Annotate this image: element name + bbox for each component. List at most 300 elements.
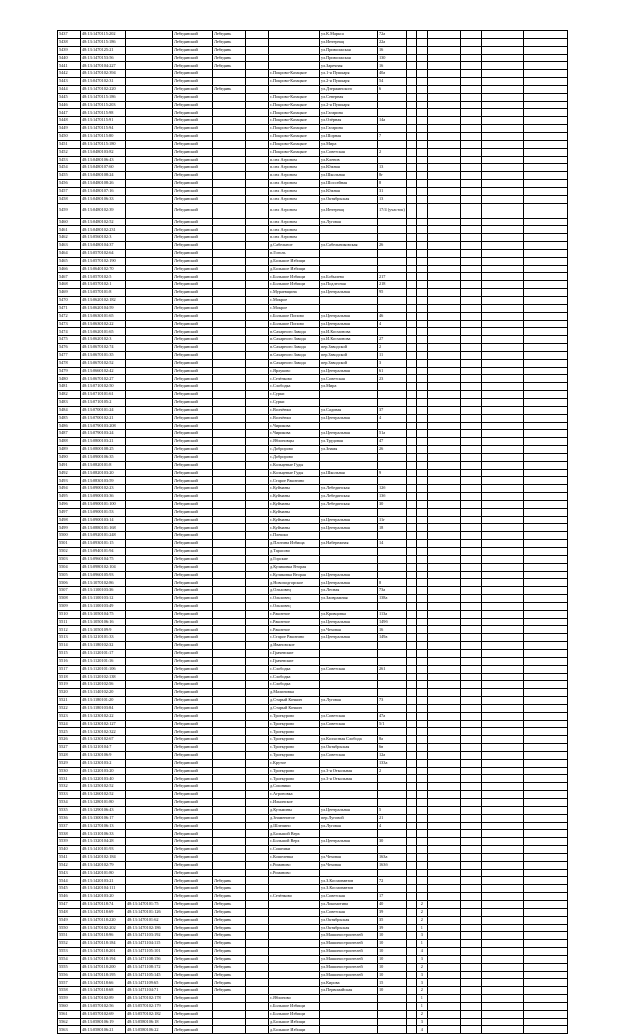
settlement-cell <box>269 979 320 987</box>
street-cell: ул.Советская <box>320 720 378 728</box>
empty-cell <box>523 893 567 901</box>
previous-number-cell <box>126 736 173 744</box>
empty-cell <box>460 493 481 501</box>
street-cell: ул.Октябрьская <box>320 744 378 752</box>
table-row <box>58 203 568 218</box>
letter-cell <box>406 125 416 133</box>
empty-cell <box>427 85 460 93</box>
empty-cell <box>427 689 460 697</box>
street-cell: ул.Центральная <box>320 579 378 587</box>
council-cell <box>246 117 269 125</box>
empty-cell <box>523 367 567 375</box>
house-cell <box>378 93 407 101</box>
letter-cell <box>406 548 416 556</box>
house-cell <box>378 869 407 877</box>
street-cell: ул.Центральная <box>320 806 378 814</box>
settlement-cell <box>269 955 320 963</box>
empty-cell <box>523 391 567 399</box>
district-cell: Лебедянский <box>173 900 213 908</box>
row-number-cell: 5504 <box>58 563 81 571</box>
district-cell: Лебедянский <box>173 446 213 454</box>
empty-cell <box>523 180 567 188</box>
house-cell: 40 <box>378 900 407 908</box>
house-cell: 26 <box>378 242 407 250</box>
letter-cell <box>406 712 416 720</box>
row-number-cell: 5470 <box>58 297 81 305</box>
letter-cell <box>406 117 416 125</box>
street-cell: ул.Садовая <box>320 406 378 414</box>
flat-cell <box>416 493 427 501</box>
flat-cell <box>416 367 427 375</box>
settlement-cell: п.свх Агроном <box>269 203 320 218</box>
street-cell <box>320 461 378 469</box>
flat-cell <box>416 571 427 579</box>
row-number-cell: 5503 <box>58 555 81 563</box>
district-cell: Лебедянский <box>173 93 213 101</box>
flat-cell <box>416 500 427 508</box>
flat-cell <box>416 877 427 885</box>
empty-cell <box>427 367 460 375</box>
town-cell <box>213 704 246 712</box>
town-cell: Лебедянь <box>213 46 246 54</box>
council-cell <box>246 461 269 469</box>
flat-cell <box>416 359 427 367</box>
table-row <box>58 344 568 352</box>
house-cell <box>378 1018 407 1026</box>
letter-cell <box>406 289 416 297</box>
district-cell: Лебедянский <box>173 383 213 391</box>
cadastral-number-cell: 48:13:0480107:60 <box>81 164 126 172</box>
settlement-cell: с.Покрово-Казацкое <box>269 78 320 86</box>
empty-cell <box>427 822 460 830</box>
empty-cell <box>460 242 481 250</box>
empty-cell <box>481 649 523 657</box>
empty-cell <box>523 383 567 391</box>
district-cell: Лебедянский <box>173 1010 213 1018</box>
table-row <box>58 579 568 587</box>
table-row <box>58 218 568 226</box>
row-number-cell: 5496 <box>58 500 81 508</box>
empty-cell <box>481 540 523 548</box>
empty-cell <box>460 414 481 422</box>
table-row <box>58 775 568 783</box>
empty-cell <box>427 281 460 289</box>
empty-cell <box>523 649 567 657</box>
street-cell: ул.Центральная <box>320 516 378 524</box>
flat-cell <box>416 516 427 524</box>
council-cell <box>246 289 269 297</box>
empty-cell <box>460 422 481 430</box>
cadastral-number-cell: 48:13:1100103:12 <box>81 595 126 603</box>
flat-cell <box>416 180 427 188</box>
previous-number-cell <box>126 877 173 885</box>
street-cell: ул.Луговая <box>320 822 378 830</box>
row-number-cell: 5517 <box>58 665 81 673</box>
flat-cell <box>416 406 427 414</box>
settlement-cell: с.Куйманы <box>269 493 320 501</box>
empty-cell <box>523 955 567 963</box>
table-row <box>58 148 568 156</box>
flat-cell <box>416 195 427 203</box>
house-cell: 12б <box>378 485 407 493</box>
empty-cell <box>481 78 523 86</box>
district-cell: Лебедянский <box>173 257 213 265</box>
empty-cell <box>523 320 567 328</box>
empty-cell <box>523 265 567 273</box>
empty-cell <box>460 218 481 226</box>
street-cell <box>320 704 378 712</box>
council-cell <box>246 297 269 305</box>
house-cell <box>378 563 407 571</box>
cadastral-number-cell: 48:13:0820101:8 <box>81 461 126 469</box>
council-cell <box>246 846 269 854</box>
street-cell: ул.Советская <box>320 148 378 156</box>
house-cell: 72а <box>378 31 407 39</box>
letter-cell <box>406 751 416 759</box>
cadastral-number-cell: 48:13:1470104:227 <box>81 62 126 70</box>
cadastral-number-cell: 48:13:1470118:194 <box>81 955 126 963</box>
street-cell: ул.1-я Пушкаря <box>320 70 378 78</box>
cadastral-number-cell: 48:13:1180101:20 <box>81 697 126 705</box>
empty-cell <box>427 1018 460 1026</box>
house-cell: 4 <box>378 320 407 328</box>
street-cell: пер.Заводской <box>320 351 378 359</box>
empty-cell <box>481 642 523 650</box>
empty-cell <box>427 540 460 548</box>
cadastral-number-cell: 48:13:1220103:40 <box>81 775 126 783</box>
previous-number-cell <box>126 563 173 571</box>
row-number-cell: 5463 <box>58 242 81 250</box>
house-cell: 9 <box>378 469 407 477</box>
empty-cell <box>481 610 523 618</box>
empty-cell <box>481 367 523 375</box>
settlement-cell <box>269 877 320 885</box>
letter-cell <box>406 461 416 469</box>
empty-cell <box>481 493 523 501</box>
house-cell: 15 <box>378 979 407 987</box>
cadastral-number-cell: 48:13:0630101:65 <box>81 312 126 320</box>
flat-cell: 2 <box>416 1010 427 1018</box>
empty-cell <box>427 885 460 893</box>
previous-number-cell <box>126 156 173 164</box>
flat-cell <box>416 156 427 164</box>
flat-cell <box>416 626 427 634</box>
street-cell: ул.Приволжская <box>320 54 378 62</box>
empty-cell <box>523 132 567 140</box>
council-cell <box>246 516 269 524</box>
row-number-cell: 5500 <box>58 532 81 540</box>
council-cell <box>246 955 269 963</box>
council-cell <box>246 1026 269 1034</box>
settlement-cell: с.Волчёнки <box>269 414 320 422</box>
district-cell: Лебедянский <box>173 642 213 650</box>
empty-cell <box>460 987 481 995</box>
flat-cell: 3 <box>416 971 427 979</box>
empty-cell <box>427 634 460 642</box>
table-row <box>58 642 568 650</box>
empty-cell <box>481 265 523 273</box>
town-cell <box>213 70 246 78</box>
row-number-cell: 5495 <box>58 493 81 501</box>
empty-cell <box>460 140 481 148</box>
row-number-cell: 5482 <box>58 391 81 399</box>
cadastral-number-cell: 48:13:0920101:248 <box>81 532 126 540</box>
council-cell <box>246 359 269 367</box>
empty-cell <box>427 132 460 140</box>
row-number-cell: 5548 <box>58 908 81 916</box>
empty-cell <box>481 814 523 822</box>
empty-cell <box>481 391 523 399</box>
empty-cell <box>523 681 567 689</box>
empty-cell <box>481 767 523 775</box>
house-cell <box>378 602 407 610</box>
table-row <box>58 461 568 469</box>
row-number-cell: 5441 <box>58 62 81 70</box>
empty-cell <box>460 125 481 133</box>
empty-cell <box>481 626 523 634</box>
flat-cell <box>416 172 427 180</box>
table-row <box>58 281 568 289</box>
district-cell: Лебедянский <box>173 908 213 916</box>
previous-number-cell: 48:13:0570102:182 <box>126 1010 173 1018</box>
flat-cell <box>416 430 427 438</box>
empty-cell <box>427 359 460 367</box>
empty-cell <box>460 532 481 540</box>
street-cell: ул.Лебединская <box>320 485 378 493</box>
empty-cell <box>481 148 523 156</box>
settlement-cell: с.Троекурово <box>269 720 320 728</box>
settlement-cell: д.Старый Кочкин <box>269 697 320 705</box>
empty-cell <box>427 626 460 634</box>
empty-cell <box>481 406 523 414</box>
empty-cell <box>427 31 460 39</box>
flat-cell <box>416 242 427 250</box>
table-row <box>58 838 568 846</box>
previous-number-cell <box>126 555 173 563</box>
letter-cell <box>406 791 416 799</box>
letter-cell <box>406 351 416 359</box>
street-cell <box>320 398 378 406</box>
cadastral-number-cell: 48:13:0900101:100 <box>81 500 126 508</box>
letter-cell <box>406 336 416 344</box>
flat-cell <box>416 422 427 430</box>
street-cell <box>320 830 378 838</box>
town-cell <box>213 822 246 830</box>
empty-cell <box>427 203 460 218</box>
letter-cell <box>406 900 416 908</box>
district-cell: Лебедянский <box>173 226 213 234</box>
table-row <box>58 916 568 924</box>
town-cell <box>213 226 246 234</box>
previous-number-cell <box>126 861 173 869</box>
council-cell <box>246 744 269 752</box>
letter-cell <box>406 446 416 454</box>
letter-cell <box>406 971 416 979</box>
letter-cell <box>406 649 416 657</box>
flat-cell <box>416 579 427 587</box>
flat-cell <box>416 791 427 799</box>
empty-cell <box>523 720 567 728</box>
empty-cell <box>523 336 567 344</box>
house-cell <box>378 453 407 461</box>
cadastral-number-cell: 48:13:1470118:201 <box>81 948 126 956</box>
flat-cell <box>416 234 427 242</box>
house-cell: 10 <box>378 955 407 963</box>
council-cell <box>246 689 269 697</box>
empty-cell <box>481 948 523 956</box>
table-row <box>58 869 568 877</box>
previous-number-cell <box>126 595 173 603</box>
empty-cell <box>523 172 567 180</box>
street-cell <box>320 234 378 242</box>
flat-cell <box>416 869 427 877</box>
empty-cell <box>460 38 481 46</box>
table-row <box>58 806 568 814</box>
town-cell: Лебедянь <box>213 877 246 885</box>
empty-cell <box>427 391 460 399</box>
empty-cell <box>523 62 567 70</box>
flat-cell <box>416 62 427 70</box>
previous-number-cell <box>126 375 173 383</box>
flat-cell <box>416 704 427 712</box>
table-row <box>58 249 568 257</box>
empty-cell <box>427 289 460 297</box>
cadastral-number-cell: 48:13:1470118:200 <box>81 963 126 971</box>
district-cell: Лебедянский <box>173 720 213 728</box>
letter-cell <box>406 257 416 265</box>
previous-number-cell <box>126 367 173 375</box>
council-cell <box>246 78 269 86</box>
row-number-cell: 5553 <box>58 948 81 956</box>
district-cell: Лебедянский <box>173 195 213 203</box>
previous-number-cell <box>126 383 173 391</box>
town-cell <box>213 1010 246 1018</box>
cadastral-number-cell: 48:13:1470118:66 <box>81 979 126 987</box>
row-number-cell: 5497 <box>58 508 81 516</box>
letter-cell <box>406 642 416 650</box>
empty-cell <box>523 422 567 430</box>
table-row <box>58 979 568 987</box>
town-cell <box>213 485 246 493</box>
previous-number-cell <box>126 571 173 579</box>
house-cell: 26 <box>378 446 407 454</box>
cadastral-number-cell: 48:13:0480102:231 <box>81 226 126 234</box>
town-cell <box>213 438 246 446</box>
row-number-cell: 5544 <box>58 877 81 885</box>
flat-cell <box>416 649 427 657</box>
district-cell: Лебедянский <box>173 46 213 54</box>
row-number-cell: 5540 <box>58 846 81 854</box>
empty-cell <box>481 563 523 571</box>
council-cell <box>246 649 269 657</box>
street-cell: ул.Подлесная <box>320 281 378 289</box>
street-cell <box>320 226 378 234</box>
letter-cell <box>406 595 416 603</box>
council-cell <box>246 861 269 869</box>
house-cell <box>378 422 407 430</box>
empty-cell <box>523 830 567 838</box>
council-cell <box>246 563 269 571</box>
previous-number-cell <box>126 218 173 226</box>
street-cell <box>320 563 378 571</box>
table-row <box>58 195 568 203</box>
table-row <box>58 242 568 250</box>
table-row <box>58 759 568 767</box>
table-row <box>58 846 568 854</box>
town-cell <box>213 744 246 752</box>
empty-cell <box>427 383 460 391</box>
council-cell <box>246 320 269 328</box>
flat-cell <box>416 312 427 320</box>
house-cell: 10 <box>378 963 407 971</box>
previous-number-cell <box>126 728 173 736</box>
flat-cell <box>416 657 427 665</box>
row-number-cell: 5535 <box>58 806 81 814</box>
house-cell <box>378 249 407 257</box>
cadastral-number-cell: 48:13:1120102:56 <box>81 681 126 689</box>
empty-cell <box>523 657 567 665</box>
table-row <box>58 751 568 759</box>
letter-cell <box>406 1002 416 1010</box>
cadastral-number-cell: 48:13:0570102:1 <box>81 281 126 289</box>
empty-cell <box>460 485 481 493</box>
letter-cell <box>406 602 416 610</box>
district-cell: Лебедянский <box>173 140 213 148</box>
settlement-cell <box>269 940 320 948</box>
empty-cell <box>481 438 523 446</box>
empty-cell <box>481 234 523 242</box>
district-cell: Лебедянский <box>173 728 213 736</box>
flat-cell <box>416 70 427 78</box>
empty-cell <box>427 893 460 901</box>
district-cell: Лебедянский <box>173 54 213 62</box>
empty-cell <box>523 838 567 846</box>
cadastral-number-cell: 48:13:1070102:86 <box>81 579 126 587</box>
district-cell: Лебедянский <box>173 932 213 940</box>
council-cell <box>246 704 269 712</box>
empty-cell <box>523 532 567 540</box>
cadastral-number-cell: 48:13:1100103:49 <box>81 602 126 610</box>
flat-cell <box>416 187 427 195</box>
empty-cell <box>481 877 523 885</box>
street-cell: ул.К.Маркса <box>320 31 378 39</box>
letter-cell <box>406 493 416 501</box>
council-cell <box>246 62 269 70</box>
flat-cell <box>416 861 427 869</box>
street-cell: ул.З.Космонавтов <box>320 885 378 893</box>
table-row <box>58 963 568 971</box>
cadastral-number-cell: 48:13:1230102:127 <box>81 720 126 728</box>
empty-cell <box>460 602 481 610</box>
empty-cell <box>427 320 460 328</box>
empty-cell <box>460 681 481 689</box>
street-cell <box>320 1010 378 1018</box>
empty-cell <box>460 438 481 446</box>
street-cell: ул.Чеховая <box>320 861 378 869</box>
cadastral-number-cell: 48:13:0660102:42 <box>81 367 126 375</box>
previous-number-cell <box>126 516 173 524</box>
town-cell <box>213 461 246 469</box>
district-cell: Лебедянский <box>173 744 213 752</box>
settlement-cell <box>269 932 320 940</box>
previous-number-cell <box>126 697 173 705</box>
row-number-cell: 5459 <box>58 203 81 218</box>
flat-cell <box>416 759 427 767</box>
empty-cell <box>481 62 523 70</box>
empty-cell <box>460 579 481 587</box>
council-cell <box>246 1018 269 1026</box>
settlement-cell <box>269 62 320 70</box>
